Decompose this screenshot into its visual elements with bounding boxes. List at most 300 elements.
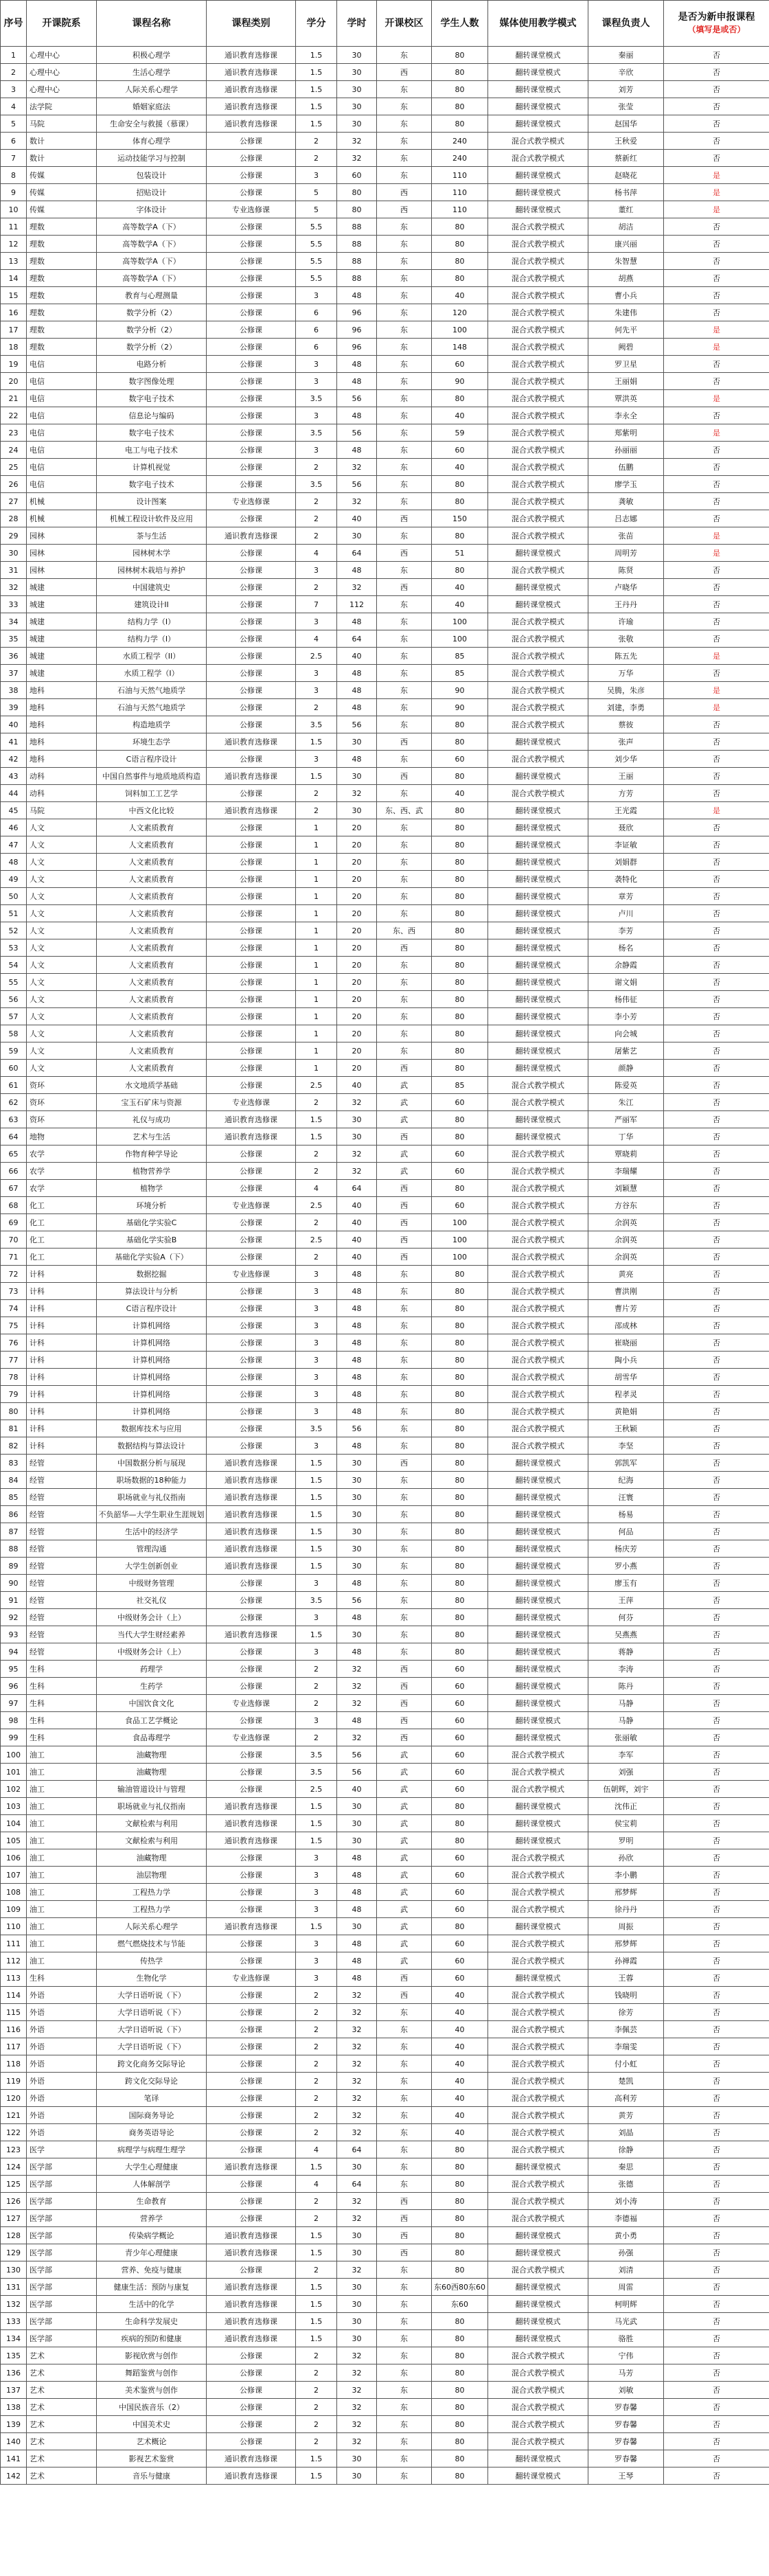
cell-teaching-mode: 混合式教学模式 <box>488 2210 588 2227</box>
cell-campus: 西 <box>377 1970 432 1987</box>
cell-no: 53 <box>1 939 27 957</box>
cell-credit: 3 <box>296 1712 337 1729</box>
cell-course-type: 公修课 <box>207 1008 296 1025</box>
cell-no: 31 <box>1 562 27 579</box>
cell-teaching-mode: 混合式教学模式 <box>488 2124 588 2141</box>
cell-course-type: 公修课 <box>207 2193 296 2210</box>
cell-credit: 1.5 <box>296 81 337 98</box>
table-row <box>1 871 769 888</box>
cell-course-type: 专业选修课 <box>207 1695 296 1712</box>
cell-credit: 2 <box>296 1678 337 1695</box>
cell-is-new: 否 <box>664 2296 769 2313</box>
cell-course-name: 作物育种学导论 <box>97 1145 207 1163</box>
table-row <box>1 424 769 442</box>
cell-hours: 30 <box>337 2227 377 2244</box>
cell-course-name: 植物学 <box>97 1180 207 1197</box>
cell-teacher: 骆胜 <box>588 2330 664 2347</box>
cell-no: 134 <box>1 2330 27 2347</box>
cell-course-name: 人文素质教育 <box>97 871 207 888</box>
cell-credit: 1 <box>296 974 337 991</box>
cell-course-name: 生药学 <box>97 1678 207 1695</box>
cell-is-new: 否 <box>664 1695 769 1712</box>
table-row <box>1 64 769 81</box>
table-body <box>1 47 769 2485</box>
cell-campus: 东 <box>377 1558 432 1575</box>
table-row <box>1 1060 769 1077</box>
cell-is-new: 否 <box>664 939 769 957</box>
table-row <box>1 1197 769 1214</box>
cell-teaching-mode: 混合式教学模式 <box>488 1197 588 1214</box>
cell-campus: 西 <box>377 545 432 562</box>
cell-hours: 32 <box>337 459 377 476</box>
cell-no: 100 <box>1 1746 27 1764</box>
cell-campus: 东 <box>377 115 432 133</box>
cell-teacher: 蒋静 <box>588 1643 664 1661</box>
cell-dept: 地科 <box>27 733 97 751</box>
cell-no: 128 <box>1 2227 27 2244</box>
cell-teacher: 李坚 <box>588 1437 664 1455</box>
cell-course-name: 生命科学发展史 <box>97 2313 207 2330</box>
cell-campus: 东 <box>377 133 432 150</box>
cell-credit: 1.5 <box>296 733 337 751</box>
cell-course-name: 人文素质教育 <box>97 1025 207 1042</box>
cell-dept: 油工 <box>27 1901 97 1918</box>
cell-teaching-mode: 翻转课堂模式 <box>488 47 588 64</box>
cell-hours: 30 <box>337 1489 377 1506</box>
cell-dept: 油工 <box>27 1935 97 1952</box>
cell-course-name: 计算机网络 <box>97 1369 207 1386</box>
cell-is-new: 否 <box>664 1472 769 1489</box>
table-row <box>1 1849 769 1867</box>
cell-is-new: 否 <box>664 1592 769 1609</box>
cell-credit: 1.5 <box>296 1523 337 1540</box>
cell-is-new: 否 <box>664 1437 769 1455</box>
table-row <box>1 939 769 957</box>
cell-dept: 化工 <box>27 1214 97 1231</box>
cell-teaching-mode: 翻转课堂模式 <box>488 1489 588 1506</box>
cell-teacher: 秦丽 <box>588 47 664 64</box>
cell-students: 80 <box>432 1575 488 1592</box>
cell-no: 18 <box>1 339 27 356</box>
cell-course-type: 通识教育选修课 <box>207 64 296 81</box>
cell-is-new: 否 <box>664 2227 769 2244</box>
cell-teaching-mode: 混合式教学模式 <box>488 613 588 630</box>
cell-campus: 西 <box>377 1060 432 1077</box>
cell-is-new: 否 <box>664 1334 769 1352</box>
cell-hours: 32 <box>337 2416 377 2433</box>
cell-credit: 3 <box>296 407 337 424</box>
cell-teacher: 伍朝辉，刘宇 <box>588 1781 664 1798</box>
cell-hours: 30 <box>337 2296 377 2313</box>
cell-no: 109 <box>1 1901 27 1918</box>
table-row <box>1 579 769 596</box>
cell-dept: 农学 <box>27 1163 97 1180</box>
cell-dept: 理数 <box>27 304 97 321</box>
cell-students: 100 <box>432 1231 488 1249</box>
cell-dept: 数计 <box>27 150 97 167</box>
cell-no: 132 <box>1 2296 27 2313</box>
cell-is-new: 否 <box>664 1523 769 1540</box>
cell-course-type: 专业选修课 <box>207 1970 296 1987</box>
cell-is-new: 是 <box>664 339 769 356</box>
cell-teacher: 刘娟群 <box>588 854 664 871</box>
cell-teaching-mode: 翻转课堂模式 <box>488 2158 588 2176</box>
cell-dept: 传媒 <box>27 201 97 218</box>
cell-students: 80 <box>432 2227 488 2244</box>
cell-is-new: 否 <box>664 974 769 991</box>
cell-hours: 48 <box>337 751 377 768</box>
cell-credit: 6 <box>296 339 337 356</box>
cell-teaching-mode: 混合式教学模式 <box>488 630 588 648</box>
cell-hours: 32 <box>337 1987 377 2004</box>
cell-is-new: 否 <box>664 2090 769 2107</box>
cell-is-new: 是 <box>664 699 769 716</box>
cell-is-new: 否 <box>664 2467 769 2485</box>
cell-course-type: 公修课 <box>207 1317 296 1334</box>
cell-students: 60 <box>432 1163 488 1180</box>
table-row <box>1 1987 769 2004</box>
cell-hours: 30 <box>337 2330 377 2347</box>
cell-teaching-mode: 混合式教学模式 <box>488 1849 588 1867</box>
cell-teacher: 马静 <box>588 1712 664 1729</box>
table-row <box>1 98 769 115</box>
table-row <box>1 1661 769 1678</box>
table-row <box>1 1214 769 1231</box>
cell-teacher: 廖学玉 <box>588 476 664 493</box>
table-row <box>1 527 769 545</box>
cell-no: 140 <box>1 2433 27 2450</box>
cell-dept: 心理中心 <box>27 64 97 81</box>
cell-dept: 电信 <box>27 390 97 407</box>
cell-is-new: 否 <box>664 287 769 304</box>
cell-no: 66 <box>1 1163 27 1180</box>
cell-course-type: 公修课 <box>207 2176 296 2193</box>
cell-no: 113 <box>1 1970 27 1987</box>
cell-course-name: 人文素质教育 <box>97 1008 207 1025</box>
cell-dept: 油工 <box>27 1764 97 1781</box>
cell-hours: 32 <box>337 2210 377 2227</box>
cell-no: 30 <box>1 545 27 562</box>
cell-course-type: 公修课 <box>207 716 296 733</box>
cell-course-type: 公修课 <box>207 1661 296 1678</box>
cell-students: 100 <box>432 1214 488 1231</box>
cell-teacher: 王秋颖 <box>588 1420 664 1437</box>
cell-teacher: 康兴丽 <box>588 236 664 253</box>
cell-teaching-mode: 翻转课堂模式 <box>488 115 588 133</box>
cell-is-new: 否 <box>664 1901 769 1918</box>
cell-campus: 东 <box>377 2261 432 2279</box>
cell-dept: 艺术 <box>27 2364 97 2382</box>
cell-dept: 医学部 <box>27 2193 97 2210</box>
cell-dept: 油工 <box>27 1781 97 1798</box>
cell-credit: 5 <box>296 201 337 218</box>
cell-teaching-mode: 翻转课堂模式 <box>488 939 588 957</box>
cell-course-name: 环境生态学 <box>97 733 207 751</box>
table-row <box>1 2038 769 2055</box>
cell-dept: 经管 <box>27 1575 97 1592</box>
cell-hours: 40 <box>337 510 377 527</box>
cell-is-new: 否 <box>664 81 769 98</box>
cell-no: 39 <box>1 699 27 716</box>
table-row <box>1 1180 769 1197</box>
cell-dept: 经管 <box>27 1609 97 1626</box>
table-row <box>1 2416 769 2433</box>
cell-dept: 人文 <box>27 922 97 939</box>
cell-dept: 油工 <box>27 1952 97 1970</box>
cell-students: 80 <box>432 2399 488 2416</box>
cell-students: 80 <box>432 1369 488 1386</box>
cell-students: 80 <box>432 991 488 1008</box>
table-row <box>1 442 769 459</box>
cell-course-name: 饲料加工工艺学 <box>97 785 207 802</box>
cell-is-new: 否 <box>664 1266 769 1283</box>
cell-credit: 3 <box>296 1352 337 1369</box>
cell-teacher: 吴燕燕 <box>588 1626 664 1643</box>
table-row <box>1 1695 769 1712</box>
cell-campus: 东 <box>377 81 432 98</box>
cell-course-type: 公修课 <box>207 2364 296 2382</box>
table-row <box>1 1300 769 1317</box>
cell-students: 85 <box>432 1077 488 1094</box>
cell-students: 80 <box>432 1128 488 1145</box>
cell-credit: 2 <box>296 2055 337 2073</box>
cell-credit: 1 <box>296 939 337 957</box>
cell-hours: 32 <box>337 2004 377 2021</box>
cell-dept: 医学部 <box>27 2158 97 2176</box>
cell-dept: 外语 <box>27 2055 97 2073</box>
cell-is-new: 否 <box>664 562 769 579</box>
cell-teaching-mode: 翻转课堂模式 <box>488 1592 588 1609</box>
cell-students: 80 <box>432 1506 488 1523</box>
table-row <box>1 373 769 390</box>
header-no: 序号 <box>1 1 27 47</box>
cell-teaching-mode: 翻转课堂模式 <box>488 1712 588 1729</box>
cell-no: 99 <box>1 1729 27 1746</box>
cell-campus: 东、西、武 <box>377 802 432 819</box>
cell-dept: 医学 <box>27 2141 97 2158</box>
table-row <box>1 407 769 424</box>
cell-is-new: 否 <box>664 2313 769 2330</box>
cell-course-name: 人际关系心理学 <box>97 1918 207 1935</box>
cell-course-name: 人文素质教育 <box>97 905 207 922</box>
table-row <box>1 201 769 218</box>
cell-teacher: 张莹 <box>588 98 664 115</box>
cell-credit: 3.5 <box>296 1764 337 1781</box>
cell-hours: 20 <box>337 854 377 871</box>
cell-no: 13 <box>1 253 27 270</box>
cell-is-new: 否 <box>664 1540 769 1558</box>
cell-teaching-mode: 混合式教学模式 <box>488 356 588 373</box>
cell-is-new: 否 <box>664 1060 769 1077</box>
cell-hours: 40 <box>337 1231 377 1249</box>
cell-no: 44 <box>1 785 27 802</box>
cell-students: 80 <box>432 1437 488 1455</box>
table-row <box>1 836 769 854</box>
cell-teaching-mode: 混合式教学模式 <box>488 665 588 682</box>
cell-course-type: 公修课 <box>207 613 296 630</box>
cell-no: 106 <box>1 1849 27 1867</box>
cell-dept: 经管 <box>27 1540 97 1558</box>
cell-course-type: 公修课 <box>207 1952 296 1970</box>
cell-course-type: 通识教育选修课 <box>207 1815 296 1832</box>
cell-hours: 48 <box>337 356 377 373</box>
cell-course-name: 水文地质学基础 <box>97 1077 207 1094</box>
cell-students: 80 <box>432 1420 488 1437</box>
cell-teacher: 李证敏 <box>588 836 664 854</box>
cell-is-new: 否 <box>664 1077 769 1094</box>
cell-is-new: 否 <box>664 493 769 510</box>
table-row <box>1 630 769 648</box>
cell-students: 110 <box>432 167 488 184</box>
cell-dept: 计科 <box>27 1369 97 1386</box>
cell-is-new: 否 <box>664 510 769 527</box>
cell-teacher: 罗春馨 <box>588 2416 664 2433</box>
cell-dept: 艺术 <box>27 2399 97 2416</box>
cell-students: 80 <box>432 64 488 81</box>
cell-is-new: 否 <box>664 1455 769 1472</box>
cell-hours: 56 <box>337 476 377 493</box>
cell-no: 49 <box>1 871 27 888</box>
cell-dept: 地科 <box>27 699 97 716</box>
cell-teacher: 谢文娟 <box>588 974 664 991</box>
cell-is-new: 否 <box>664 2433 769 2450</box>
cell-campus: 西 <box>377 579 432 596</box>
cell-is-new: 否 <box>664 1781 769 1798</box>
cell-campus: 东 <box>377 373 432 390</box>
table-row <box>1 1678 769 1695</box>
cell-teaching-mode: 混合式教学模式 <box>488 2399 588 2416</box>
cell-no: 14 <box>1 270 27 287</box>
table-row <box>1 854 769 871</box>
cell-students: 80 <box>432 1180 488 1197</box>
cell-hours: 48 <box>337 287 377 304</box>
cell-campus: 东 <box>377 1025 432 1042</box>
cell-campus: 武 <box>377 1918 432 1935</box>
cell-dept: 园林 <box>27 545 97 562</box>
cell-no: 2 <box>1 64 27 81</box>
table-row <box>1 819 769 836</box>
cell-course-name: 人文素质教育 <box>97 1060 207 1077</box>
cell-teaching-mode: 混合式教学模式 <box>488 2141 588 2158</box>
cell-course-name: 人体解剖学 <box>97 2176 207 2193</box>
cell-teaching-mode: 混合式教学模式 <box>488 699 588 716</box>
cell-teaching-mode: 翻转课堂模式 <box>488 1472 588 1489</box>
cell-course-name: 美术鉴赏与创作 <box>97 2382 207 2399</box>
cell-teacher: 吴腾，朱彦 <box>588 682 664 699</box>
cell-students: 100 <box>432 1249 488 1266</box>
cell-course-name: 食品毒理学 <box>97 1729 207 1746</box>
cell-hours: 48 <box>337 1849 377 1867</box>
cell-teacher: 王蓉 <box>588 1970 664 1987</box>
cell-course-name: 油藏物理 <box>97 1764 207 1781</box>
table-row <box>1 2090 769 2107</box>
cell-course-type: 通识教育选修课 <box>207 2450 296 2467</box>
cell-is-new: 否 <box>664 1575 769 1592</box>
cell-students: 80 <box>432 733 488 751</box>
cell-hours: 20 <box>337 888 377 905</box>
cell-students: 40 <box>432 1987 488 2004</box>
cell-dept: 油工 <box>27 1815 97 1832</box>
cell-no: 122 <box>1 2124 27 2141</box>
cell-teaching-mode: 混合式教学模式 <box>488 2038 588 2055</box>
cell-credit: 2 <box>296 2399 337 2416</box>
cell-hours: 48 <box>337 1317 377 1334</box>
table-row <box>1 1746 769 1764</box>
cell-dept: 外语 <box>27 2073 97 2090</box>
cell-hours: 20 <box>337 991 377 1008</box>
cell-campus: 东 <box>377 974 432 991</box>
cell-teacher: 纪海 <box>588 1472 664 1489</box>
cell-credit: 1.5 <box>296 115 337 133</box>
table-row <box>1 802 769 819</box>
cell-credit: 1.5 <box>296 1455 337 1472</box>
cell-credit: 1.5 <box>296 64 337 81</box>
cell-credit: 1.5 <box>296 98 337 115</box>
cell-no: 50 <box>1 888 27 905</box>
cell-campus: 东 <box>377 424 432 442</box>
cell-hours: 30 <box>337 2279 377 2296</box>
table-row <box>1 1094 769 1111</box>
table-row <box>1 613 769 630</box>
cell-campus: 东 <box>377 1334 432 1352</box>
cell-course-type: 公修课 <box>207 1352 296 1369</box>
table-row <box>1 1523 769 1540</box>
cell-credit: 1.5 <box>296 2279 337 2296</box>
cell-teacher: 刘强 <box>588 1764 664 1781</box>
table-row <box>1 390 769 407</box>
cell-teacher: 朱江 <box>588 1094 664 1111</box>
cell-course-type: 公修课 <box>207 1609 296 1626</box>
cell-campus: 东 <box>377 905 432 922</box>
cell-course-type: 公修课 <box>207 270 296 287</box>
cell-credit: 1 <box>296 905 337 922</box>
table-row <box>1 1283 769 1300</box>
cell-hours: 30 <box>337 2467 377 2485</box>
cell-credit: 3.5 <box>296 424 337 442</box>
cell-course-type: 通识教育选修课 <box>207 1798 296 1815</box>
cell-credit: 3 <box>296 1317 337 1334</box>
cell-course-name: 艺术与生活 <box>97 1128 207 1145</box>
cell-is-new: 否 <box>664 1180 769 1197</box>
cell-no: 124 <box>1 2158 27 2176</box>
cell-course-type: 公修课 <box>207 150 296 167</box>
cell-students: 80 <box>432 390 488 407</box>
cell-teaching-mode: 翻转课堂模式 <box>488 2467 588 2485</box>
cell-students: 60 <box>432 1712 488 1729</box>
cell-no: 77 <box>1 1352 27 1369</box>
cell-teacher: 李芳 <box>588 922 664 939</box>
cell-credit: 1 <box>296 1008 337 1025</box>
cell-students: 110 <box>432 201 488 218</box>
cell-course-type: 通识教育选修课 <box>207 802 296 819</box>
cell-course-name: 职场就业与礼仪指南 <box>97 1489 207 1506</box>
table-row <box>1 115 769 133</box>
cell-course-name: 职场就业与礼仪指南 <box>97 1798 207 1815</box>
cell-dept: 油工 <box>27 1849 97 1867</box>
cell-teaching-mode: 翻转课堂模式 <box>488 733 588 751</box>
cell-is-new: 否 <box>664 98 769 115</box>
cell-teacher: 辛欣 <box>588 64 664 81</box>
cell-students: 80 <box>432 1523 488 1540</box>
cell-dept: 人文 <box>27 939 97 957</box>
table-row <box>1 1970 769 1987</box>
cell-students: 80 <box>432 2382 488 2399</box>
cell-teacher: 李佩芸 <box>588 2021 664 2038</box>
cell-students: 80 <box>432 2450 488 2467</box>
cell-campus: 武 <box>377 1832 432 1849</box>
cell-teacher: 龚敏 <box>588 493 664 510</box>
cell-is-new: 否 <box>664 854 769 871</box>
